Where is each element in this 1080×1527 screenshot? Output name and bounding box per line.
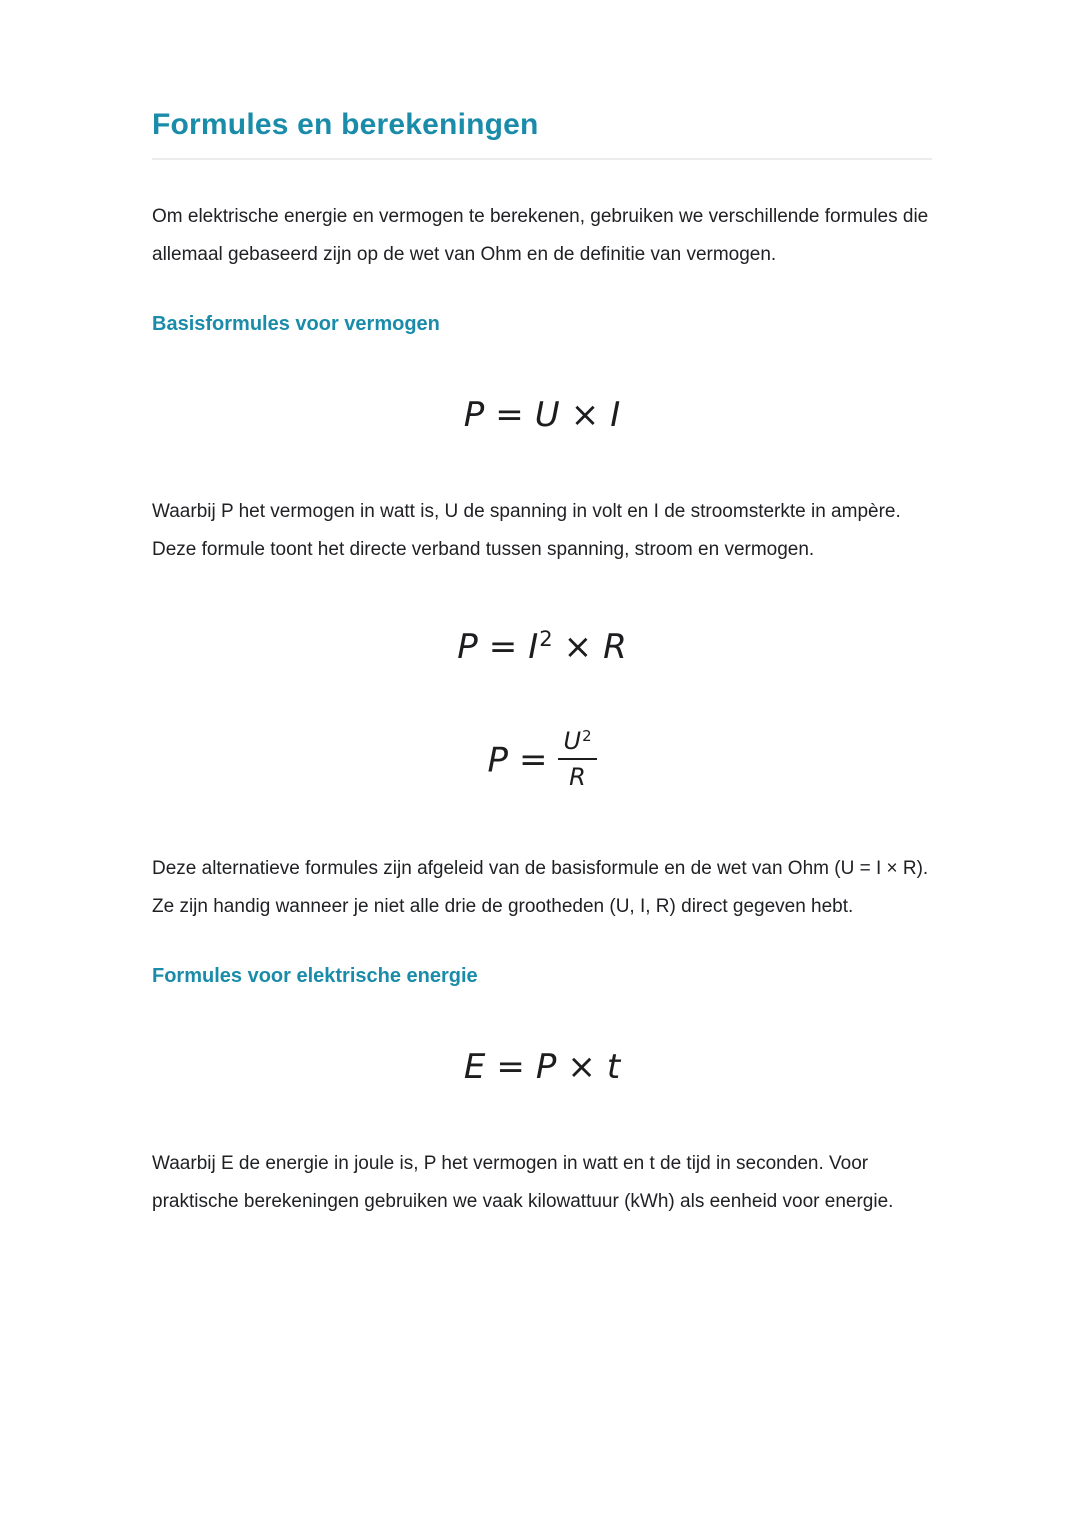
- math-variable: I: [610, 394, 621, 435]
- math-variable: I: [528, 626, 539, 667]
- math-variable: t: [606, 1047, 621, 1088]
- fraction-numerator: [558, 727, 596, 761]
- math-exponent: 2: [582, 727, 592, 746]
- page-title: Formules en berekeningen: [152, 108, 539, 141]
- math-variable: U: [534, 394, 560, 435]
- intro-paragraph: Om elektrische energie en vermogen te berekenen, gebruiken we verschillende formules die allemaal gebaseerd zijn op de wet van Ohm en de definitie van vermogen.: [152, 205, 929, 265]
- math-variable: P: [535, 1047, 557, 1088]
- document-page: [152, 0, 932, 1221]
- math-equals-sign: =: [496, 1047, 525, 1088]
- math-variable: P: [457, 626, 478, 667]
- math-variable: P: [487, 739, 508, 780]
- formula-power-voltage-current: [152, 393, 932, 437]
- energy-explanation-paragraph: Waarbij E de energie in joule is, P het vermogen in watt en t de tijd in seconden. Voor praktische berekeningen gebruiken we vaak kilowattuur (kWh) als eenheid voor energie.: [152, 1153, 894, 1213]
- math-times-sign: ×: [563, 626, 593, 667]
- math-variable: R: [603, 626, 627, 667]
- section-heading-energy: Formules voor elektrische energie: [152, 965, 478, 988]
- math-times-sign: ×: [567, 1047, 596, 1088]
- math-equals-sign: =: [495, 394, 524, 435]
- math-variable: R: [569, 763, 586, 792]
- fraction: [558, 727, 596, 793]
- title-divider: [152, 158, 932, 160]
- section-heading-power: Basisformules voor vermogen: [152, 312, 440, 335]
- math-times-sign: ×: [570, 394, 600, 435]
- math-equals-sign: =: [488, 626, 518, 667]
- fraction-denominator: [558, 760, 596, 792]
- math-exponent: 2: [539, 625, 553, 651]
- math-variable: P: [463, 394, 485, 435]
- formula-power-current-resistance: [152, 625, 932, 673]
- formula-power-voltage-resistance: [152, 726, 932, 795]
- math-equals-sign: =: [518, 739, 548, 780]
- power-explanation-paragraph: Waarbij P het vermogen in watt is, U de spanning in volt en I de stroomsterkte in ampère. Deze formule toont het directe verband tussen spanning, stroom en vermogen.: [152, 500, 901, 560]
- math-variable: U: [563, 726, 582, 755]
- formula-energy-power-time: [152, 1045, 932, 1089]
- math-variable: E: [463, 1047, 486, 1088]
- alternative-formulas-paragraph: Deze alternatieve formules zijn afgeleid van de basisformule en de wet van Ohm (U = I × R). Ze zijn handig wanneer je niet alle drie de grootheden (U, I, R) direct gegeven hebt.: [152, 858, 929, 918]
